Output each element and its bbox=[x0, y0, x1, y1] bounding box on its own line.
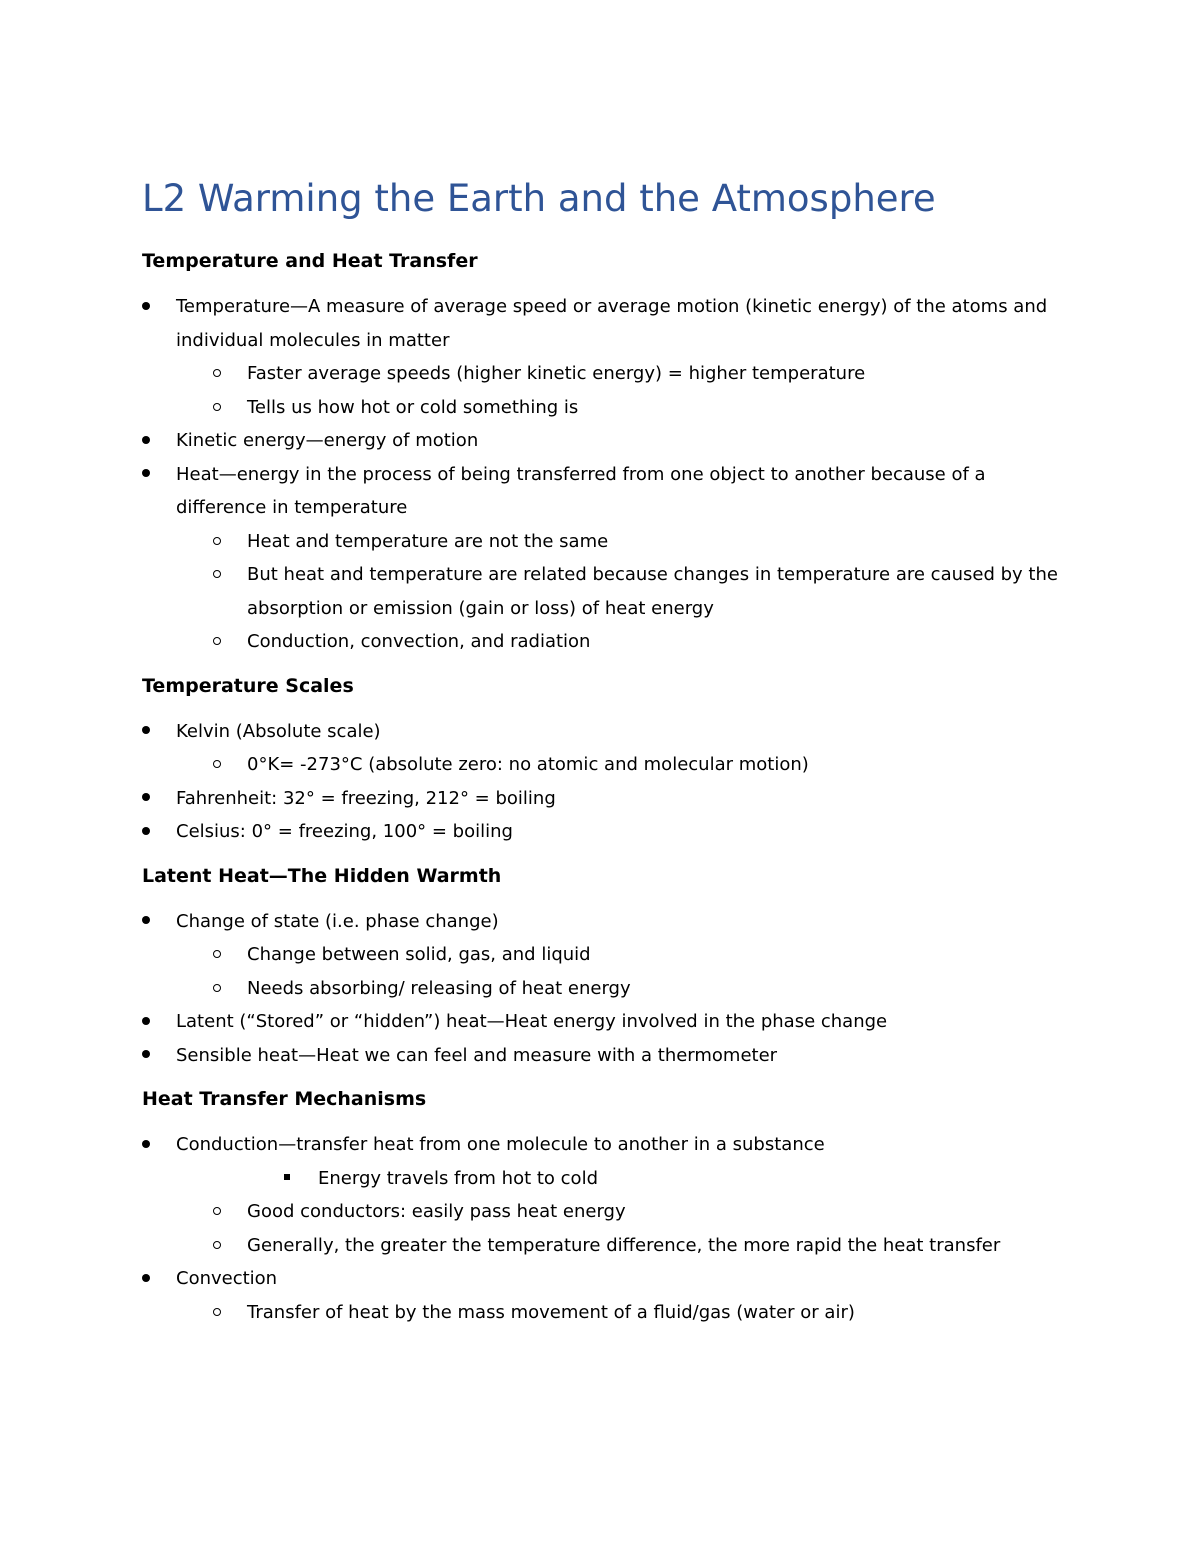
list-item: Transfer of heat by the mass movement of a fluid/gas (water or air) bbox=[142, 1296, 1072, 1330]
list-item: Needs absorbing/ releasing of heat energy bbox=[142, 972, 1072, 1006]
list-item: Generally, the greater the temperature difference, the more rapid the heat transfer bbox=[142, 1229, 1072, 1263]
bullet-circle-icon bbox=[213, 357, 225, 391]
bullet-dot-icon bbox=[142, 458, 152, 492]
list-item: Sensible heat—Heat we can feel and measure with a thermometer bbox=[142, 1039, 1072, 1073]
document-body bbox=[142, 170, 1072, 1343]
list-item: Kinetic energy—energy of motion bbox=[142, 424, 1072, 458]
bullet-circle-icon bbox=[213, 525, 225, 559]
bullet-circle-icon bbox=[213, 972, 225, 1006]
bullet-circle-icon bbox=[213, 938, 225, 972]
list-item: Fahrenheit: 32° = freezing, 212° = boiling bbox=[142, 782, 1072, 816]
section-heading-temperature-scales: Temperature Scales bbox=[142, 674, 354, 697]
bullet-dot-icon bbox=[142, 715, 152, 749]
list-item: Change of state (i.e. phase change) bbox=[142, 905, 1072, 939]
bullet-dot-icon bbox=[142, 424, 152, 458]
list-item: Heat and temperature are not the same bbox=[142, 525, 1072, 559]
bullet-circle-icon bbox=[213, 1195, 225, 1229]
bullet-square-icon bbox=[284, 1162, 292, 1196]
list-item: Good conductors: easily pass heat energy bbox=[142, 1195, 1072, 1229]
list-item: But heat and temperature are related because changes in temperature are caused by the absorption or emission (gain or loss) of heat energy bbox=[142, 558, 1072, 625]
list-item: Temperature—A measure of average speed or average motion (kinetic energy) of the atoms and individual molecules in matter bbox=[142, 290, 1072, 357]
section-heading-temperature-heat-transfer: Temperature and Heat Transfer bbox=[142, 250, 478, 272]
bullet-dot-icon bbox=[142, 1128, 152, 1162]
section-heading-latent-heat: Latent Heat—The Hidden Warmth bbox=[142, 864, 502, 887]
list-item: Energy travels from hot to cold bbox=[142, 1162, 1072, 1196]
list-item: 0°K= -273°C (absolute zero: no atomic and molecular motion) bbox=[142, 748, 1072, 782]
bullet-circle-icon bbox=[213, 391, 225, 425]
bullet-list bbox=[142, 290, 1072, 659]
bullet-dot-icon bbox=[142, 290, 152, 324]
bullet-circle-icon bbox=[213, 558, 225, 592]
list-item: Tells us how hot or cold something is bbox=[142, 391, 1072, 425]
bullet-dot-icon bbox=[142, 1262, 152, 1296]
list-item: Kelvin (Absolute scale) bbox=[142, 715, 1072, 749]
bullet-circle-icon bbox=[213, 1296, 225, 1330]
bullet-circle-icon bbox=[213, 1229, 225, 1263]
list-item: Faster average speeds (higher kinetic energy) = higher temperature bbox=[142, 357, 1072, 391]
section-heading-heat-transfer-mechanisms: Heat Transfer Mechanisms bbox=[142, 1088, 427, 1110]
list-item: Conduction, convection, and radiation bbox=[142, 625, 1072, 659]
bullet-list bbox=[142, 715, 1072, 849]
list-item: Conduction—transfer heat from one molecule to another in a substance bbox=[142, 1128, 1072, 1162]
bullet-circle-icon bbox=[213, 748, 225, 782]
bullet-dot-icon bbox=[142, 905, 152, 939]
bullet-list bbox=[142, 1128, 1072, 1329]
bullet-list bbox=[142, 905, 1072, 1073]
document-title: L2 Warming the Earth and the Atmosphere bbox=[142, 177, 936, 220]
list-item: Change between solid, gas, and liquid bbox=[142, 938, 1072, 972]
list-item: Latent (“Stored” or “hidden”) heat—Heat energy involved in the phase change bbox=[142, 1005, 1072, 1039]
bullet-dot-icon bbox=[142, 782, 152, 816]
bullet-circle-icon bbox=[213, 625, 225, 659]
list-item: Heat—energy in the process of being transferred from one object to another because of a difference in temperature bbox=[142, 458, 1072, 525]
list-item: Celsius: 0° = freezing, 100° = boiling bbox=[142, 815, 1072, 849]
bullet-dot-icon bbox=[142, 1005, 152, 1039]
bullet-dot-icon bbox=[142, 815, 152, 849]
bullet-dot-icon bbox=[142, 1039, 152, 1073]
list-item: Convection bbox=[142, 1262, 1072, 1296]
